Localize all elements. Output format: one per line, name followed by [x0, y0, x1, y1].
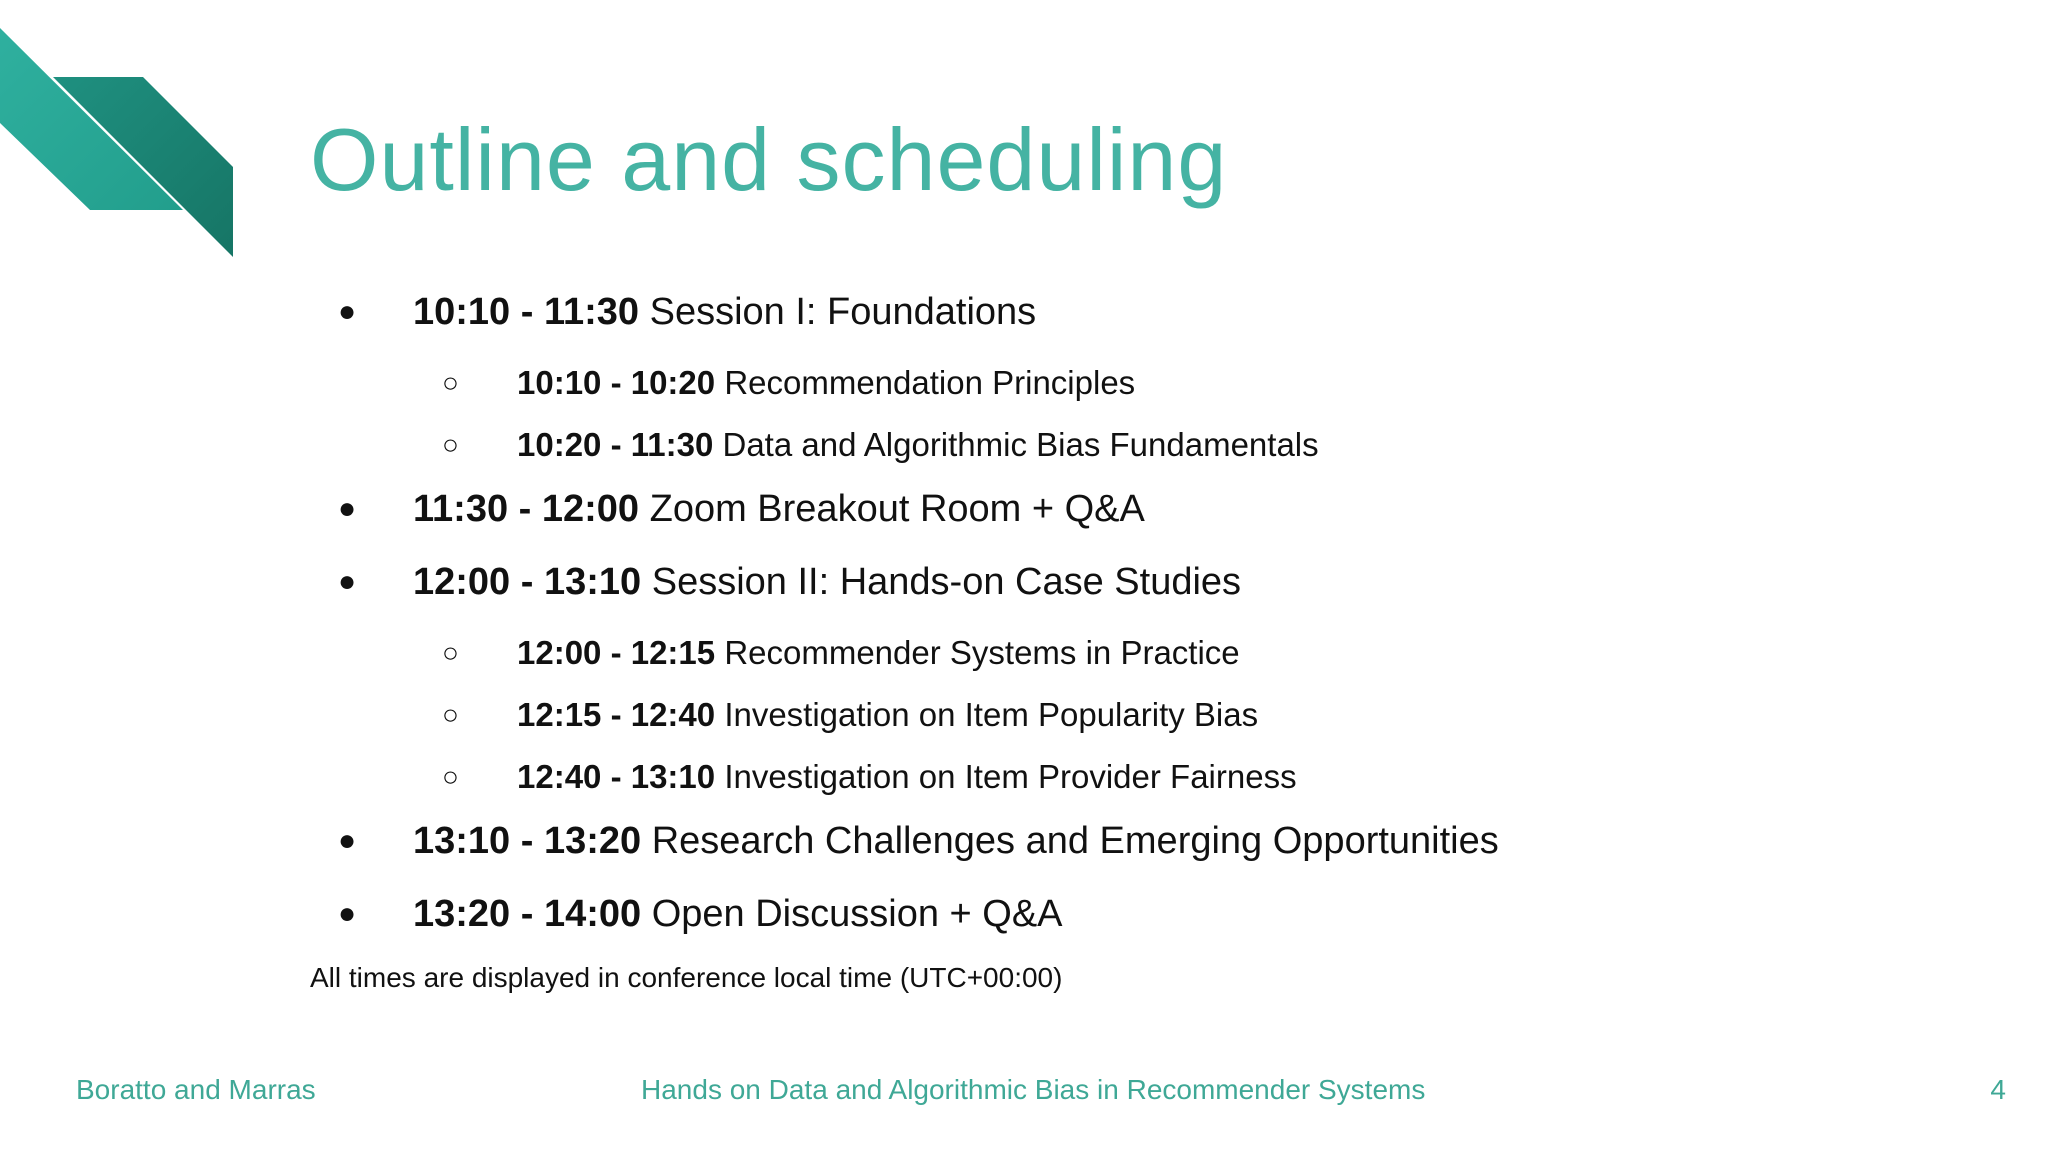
schedule-item-label: Recommender Systems in Practice	[724, 634, 1240, 671]
schedule-outline	[330, 282, 1980, 957]
schedule-item-label: Session II: Hands-on Case Studies	[651, 561, 1242, 603]
schedule-item	[330, 282, 1980, 355]
schedule-item-label: Data and Algorithmic Bias Fundamentals	[722, 426, 1319, 463]
schedule-item	[330, 884, 1980, 957]
filled-bullet-icon: ●	[338, 897, 357, 930]
schedule-item-label: Recommendation Principles	[724, 364, 1136, 401]
schedule-item	[330, 479, 1980, 552]
schedule-item-label: Investigation on Item Provider Fairness	[724, 758, 1297, 795]
filled-bullet-icon: ●	[338, 295, 357, 328]
hollow-bullet-icon: ○	[442, 429, 459, 460]
footer-authors: Boratto and Marras	[76, 1074, 316, 1105]
schedule-subitem	[330, 417, 1980, 479]
filled-bullet-icon: ●	[338, 824, 357, 857]
schedule-item-time: 12:00 - 12:15	[517, 634, 725, 671]
hollow-bullet-icon: ○	[442, 761, 459, 792]
schedule-subitem	[330, 355, 1980, 417]
filled-bullet-icon: ●	[338, 492, 357, 525]
schedule-item-label: Investigation on Item Popularity Bias	[724, 696, 1259, 733]
schedule-item-label: Session I: Foundations	[649, 291, 1037, 333]
hollow-bullet-icon: ○	[442, 367, 459, 398]
schedule-item-time: 12:15 - 12:40	[517, 696, 725, 733]
slide-title: Outline and scheduling	[310, 110, 1228, 209]
schedule-item-time: 10:20 - 11:30	[517, 426, 723, 463]
schedule-item-label: Zoom Breakout Room + Q&A	[649, 488, 1145, 530]
schedule-subitem	[330, 749, 1980, 811]
hollow-bullet-icon: ○	[442, 699, 459, 730]
filled-bullet-icon: ●	[338, 565, 357, 598]
schedule-subitem	[330, 625, 1980, 687]
hollow-bullet-icon: ○	[442, 637, 459, 668]
timezone-footnote: All times are displayed in conference local time (UTC+00:00)	[310, 962, 1063, 993]
corner-decoration-shape	[0, 0, 240, 260]
schedule-subitem	[330, 687, 1980, 749]
schedule-item-time: 13:10 - 13:20	[413, 820, 652, 862]
schedule-item-label: Research Challenges and Emerging Opportunities	[651, 820, 1499, 862]
schedule-item-label: Open Discussion + Q&A	[651, 893, 1063, 935]
schedule-item-time: 11:30 - 12:00	[413, 488, 650, 530]
schedule-item-time: 13:20 - 14:00	[413, 893, 652, 935]
footer-page-number: 4	[1990, 1074, 2006, 1105]
schedule-item-time: 12:40 - 13:10	[517, 758, 725, 795]
schedule-item-time: 10:10 - 10:20	[517, 364, 725, 401]
schedule-item-time: 10:10 - 11:30	[413, 291, 650, 333]
footer-course-title: Hands on Data and Algorithmic Bias in Recommender Systems	[641, 1074, 1426, 1105]
schedule-item-time: 12:00 - 13:10	[413, 561, 652, 603]
schedule-item	[330, 552, 1980, 625]
schedule-item	[330, 811, 1980, 884]
